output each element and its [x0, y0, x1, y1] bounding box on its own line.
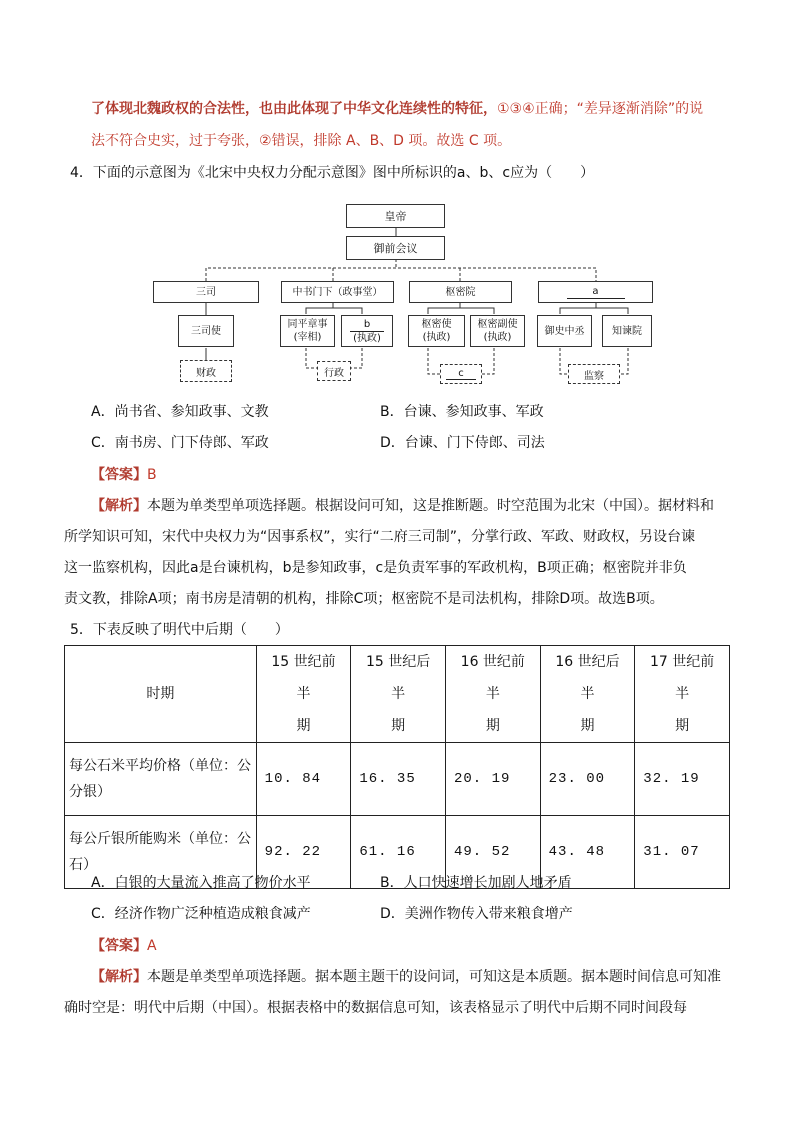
imperial-council-box: 御前会议 [346, 236, 445, 260]
table-cell: 16. 35 [351, 743, 446, 816]
q4-answer-value: B [147, 467, 157, 483]
sansi-shi-box: 三司使 [178, 315, 234, 347]
q4-answer [91, 465, 157, 485]
supervision-box: 监察 [568, 364, 620, 384]
blank-b-label: b [350, 318, 384, 332]
table-cell: 20. 19 [445, 743, 540, 816]
blank-c-box [440, 364, 482, 384]
period-line-1: 15 世纪前半 [271, 654, 336, 702]
q5-answer-value: A [147, 938, 157, 954]
q4-analysis-line-2: 所学知识可知，宋代中央权力为“因事系权”，实行“二府三司制”，分掌行政、军政、财政权，另设台谏 [64, 529, 696, 545]
q5-analysis-line-2: 确时空是：明代中后期（中国）。根据表格中的数据信息可知，该表格显示了明代中后期不同时间段每 [64, 1000, 687, 1016]
q4-analysis-text-1: 本题为单类型单项选择题。根据设问可知，这是推断题。时空范围为北宋（中国）。据材料和 [147, 498, 714, 514]
period-line-2: 期 [580, 718, 595, 734]
shumiyuan-box: 枢密院 [409, 281, 512, 303]
period-line-2: 期 [391, 718, 406, 734]
period-line-2: 期 [485, 718, 500, 734]
q5-option-b[interactable]: B．人口快速增长加剧人地矛盾 [380, 875, 572, 891]
shumi-fushi-label: 枢密副使 [477, 319, 518, 330]
table-cell: 10. 84 [256, 743, 351, 816]
period-line-2: 期 [675, 718, 690, 734]
q4-stem: 4．下面的示意图为《北宋中央权力分配示意图》图中所标识的a、b、c应为（ ） [70, 165, 595, 181]
table-header-period [635, 646, 730, 743]
table-header-period [256, 646, 351, 743]
tongping-zhangshi-sub: (宰相) [293, 332, 322, 343]
prev-explanation-line-2: 法不符合史实，过于夸张，②错误，排除 A、B、D 项。故选 C 项。 [91, 133, 512, 149]
q5-answer-tag: 【答案】 [91, 938, 147, 954]
table-cell: 32. 19 [635, 743, 730, 816]
row-label-line-2: 石） [69, 857, 97, 873]
zhongshu-menxia-box: 中书门下（政事堂） [281, 281, 394, 303]
row-label-line-1: 每公石米平均价格（单位：公 [69, 758, 251, 774]
prev-explanation-line-1 [91, 99, 703, 119]
q4-analysis-line-1 [91, 496, 714, 516]
q4-analysis-line-3: 这一监察机构，因此a是台谏机构，b是参知政事，c是负责军事的军政机构，B项正确；枢密院并非负 [64, 560, 687, 576]
q5-analysis-tag: 【解析】 [91, 969, 147, 985]
shumi-fushi-box [470, 315, 525, 347]
q4-diagram [150, 198, 655, 388]
q4-answer-tag: 【答案】 [91, 467, 147, 483]
blank-a-label: a [567, 285, 625, 299]
finance-box: 财政 [180, 360, 232, 382]
period-line-2: 期 [296, 718, 311, 734]
shumi-shi-label: 枢密使 [421, 319, 452, 330]
table-cell: 61. 16 [351, 816, 446, 889]
table-header-period [351, 646, 446, 743]
q5-analysis-text-1: 本题是单类型单项选择题。据本题主题干的设问词，可知这是本质题。据本题时间信息可知准 [147, 969, 721, 985]
table-cell: 43. 48 [540, 816, 635, 889]
sansi-box: 三司 [153, 281, 259, 303]
prev-explanation-conclusion: ①③④正确；“差异逐渐消除”的说 [497, 101, 704, 117]
zhijianyuan-box: 知谏院 [602, 315, 652, 347]
administration-box: 行政 [317, 361, 351, 381]
table-header-period [445, 646, 540, 743]
yushi-zhongcheng-box: 御史中丞 [537, 315, 592, 347]
table-cell: 31. 07 [635, 816, 730, 889]
q4-option-b[interactable]: B．台谏、参知政事、军政 [380, 404, 544, 420]
q4-analysis-line-4: 责文教，排除A项；南书房是清朝的机构，排除C项；枢密院不是司法机构，排除D项。故选B项。 [64, 591, 664, 607]
table-cell: 49. 52 [445, 816, 540, 889]
blank-a-box [538, 281, 653, 303]
table-cell: 23. 00 [540, 743, 635, 816]
blank-b-box [341, 315, 393, 347]
shumi-shi-sub: (执政) [422, 332, 451, 343]
q4-option-d[interactable]: D．台谏、门下侍郎、司法 [380, 435, 545, 451]
row-label-line-2: 分银） [69, 784, 111, 800]
blank-c-label: c [446, 368, 476, 380]
q4-option-a[interactable]: A．尚书省、参知政事、文教 [91, 404, 269, 420]
q5-option-d[interactable]: D．美洲作物传入带来粮食增产 [380, 906, 573, 922]
prev-explanation-text: 了体现北魏政权的合法性，也由此体现了中华文化连续性的特征， [91, 101, 497, 117]
blank-b-sub: (执政) [353, 332, 381, 344]
row-label [65, 743, 257, 816]
q4-option-c[interactable]: C．南书房、门下侍郎、军政 [91, 435, 269, 451]
q5-stem: 5．下表反映了明代中后期（ ） [70, 622, 289, 638]
table-header-period [540, 646, 635, 743]
shumi-shi-box [408, 315, 465, 347]
emperor-box: 皇帝 [346, 204, 445, 228]
table-row [65, 743, 730, 816]
q5-analysis-line-1 [91, 967, 721, 987]
shumi-fushi-sub: (执政) [483, 332, 512, 343]
q5-answer [91, 936, 157, 956]
q5-option-c[interactable]: C．经济作物广泛种植造成粮食减产 [91, 906, 311, 922]
period-line-1: 16 世纪前半 [460, 654, 525, 702]
period-line-1: 15 世纪后半 [366, 654, 431, 702]
period-line-1: 16 世纪后半 [555, 654, 620, 702]
table-header-row [65, 646, 730, 743]
table-cell: 92. 22 [256, 816, 351, 889]
tongping-zhangshi-label: 同平章事 [287, 319, 328, 330]
row-label-line-1: 每公斤银所能购米（单位：公 [69, 831, 251, 847]
tongping-zhangshi-box [280, 315, 335, 347]
price-table [64, 645, 730, 889]
q4-analysis-tag: 【解析】 [91, 498, 147, 514]
table-header-label: 时期 [65, 646, 257, 743]
q5-option-a[interactable]: A．白银的大量流入推高了物价水平 [91, 875, 311, 891]
period-line-1: 17 世纪前半 [650, 654, 715, 702]
